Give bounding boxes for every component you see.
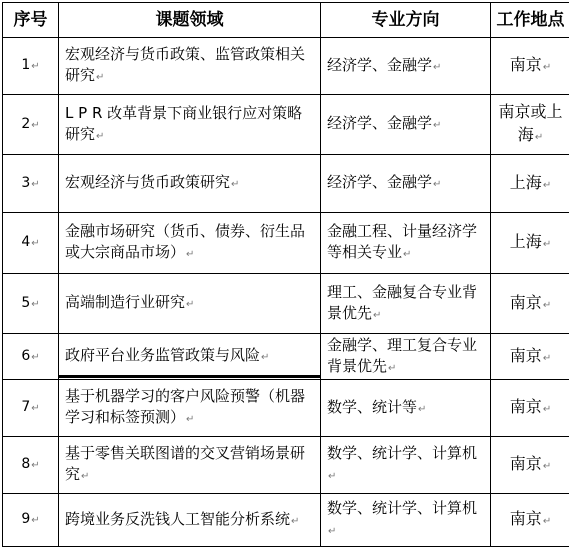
paragraph-mark-icon: ↵	[328, 526, 336, 537]
table-row	[3, 437, 569, 494]
header-topic: 课题领域	[59, 3, 321, 38]
location-cell: 南京↵	[491, 494, 569, 547]
topic-cell: 跨境业务反洗钱人工智能分析系统↵	[59, 494, 321, 547]
paragraph-mark-icon: ↵	[31, 299, 39, 310]
table-row	[3, 95, 569, 155]
row-number: 5↵	[3, 274, 59, 334]
paragraph-mark-icon: ↵	[81, 471, 89, 482]
row-number: 4↵	[3, 213, 59, 274]
paragraph-mark-icon: ↵	[328, 471, 336, 482]
paragraph-mark-icon: ↵	[543, 62, 551, 73]
location-cell: 南京↵	[491, 334, 569, 380]
row-number: 6↵	[3, 334, 59, 380]
paragraph-mark-icon: ↵	[418, 404, 426, 415]
paragraph-mark-icon: ↵	[31, 61, 39, 72]
table-header-row	[3, 3, 569, 38]
row-number: 3↵	[3, 155, 59, 213]
table-row	[3, 38, 569, 95]
paragraph-mark-icon: ↵	[543, 353, 551, 364]
table-row	[3, 213, 569, 274]
row-number: 7↵	[3, 380, 59, 437]
topic-cell: 政府平台业务监管政策与风险↵	[59, 334, 321, 380]
major-cell: 理工、金融复合专业背景优先↵	[321, 274, 491, 334]
major-cell: 金融学、理工复合专业背景优先↵	[321, 334, 491, 380]
paragraph-mark-icon: ↵	[186, 249, 194, 260]
row-number: 9↵	[3, 494, 59, 547]
major-cell: 数学、统计学、计算机↵	[321, 494, 491, 547]
topic-cell: 金融市场研究（货币、债券、衍生品或大宗商品市场）↵	[59, 213, 321, 274]
location-cell: 上海↵	[491, 213, 569, 274]
paragraph-mark-icon: ↵	[433, 179, 441, 190]
major-cell: 经济学、金融学↵	[321, 155, 491, 213]
paragraph-mark-icon: ↵	[31, 238, 39, 249]
paragraph-mark-icon: ↵	[96, 131, 104, 142]
paragraph-mark-icon: ↵	[31, 179, 39, 190]
paragraph-mark-icon: ↵	[31, 403, 39, 414]
paragraph-mark-icon: ↵	[31, 120, 39, 131]
paragraph-mark-icon: ↵	[543, 516, 551, 527]
paragraph-mark-icon: ↵	[373, 310, 381, 321]
major-cell: 数学、统计学、计算机↵	[321, 437, 491, 494]
row-number: 1↵	[3, 38, 59, 95]
major-cell: 金融工程、计量经济学等相关专业↵	[321, 213, 491, 274]
header-major: 专业方向	[321, 3, 491, 38]
paragraph-mark-icon: ↵	[543, 239, 551, 250]
paragraph-mark-icon: ↵	[543, 461, 551, 472]
paragraph-mark-icon: ↵	[543, 180, 551, 191]
table-row	[3, 494, 569, 547]
topic-cell: 宏观经济与货币政策研究↵	[59, 155, 321, 213]
paragraph-mark-icon: ↵	[186, 414, 194, 425]
table-row	[3, 274, 569, 334]
topic-cell: 宏观经济与货币政策、监管政策相关研究↵	[59, 38, 321, 95]
header-location: 工作地点	[491, 3, 569, 38]
row-number: 2↵	[3, 95, 59, 155]
paragraph-mark-icon: ↵	[433, 62, 441, 73]
paragraph-mark-icon: ↵	[31, 352, 39, 363]
paragraph-mark-icon: ↵	[291, 516, 299, 527]
table-row	[3, 380, 569, 437]
location-cell: 南京↵	[491, 274, 569, 334]
topic-cell: 基于机器学习的客户风险预警（机器学习和标签预测）↵	[59, 380, 321, 437]
paragraph-mark-icon: ↵	[403, 249, 411, 260]
location-cell: 南京或上海↵	[491, 95, 569, 155]
paragraph-mark-icon: ↵	[96, 72, 104, 83]
major-cell: 经济学、金融学↵	[321, 38, 491, 95]
topic-cell: L P R 改革背景下商业银行应对策略研究↵	[59, 95, 321, 155]
row-number: 8↵	[3, 437, 59, 494]
paragraph-mark-icon: ↵	[31, 460, 39, 471]
topic-cell: 高端制造行业研究↵	[59, 274, 321, 334]
paragraph-mark-icon: ↵	[535, 132, 543, 143]
paragraph-mark-icon: ↵	[543, 404, 551, 415]
location-cell: 南京↵	[491, 380, 569, 437]
paragraph-mark-icon: ↵	[543, 300, 551, 311]
research-topics-table	[2, 2, 569, 547]
topic-cell: 基于零售关联图谱的交叉营销场景研究↵	[59, 437, 321, 494]
major-cell: 数学、统计等↵	[321, 380, 491, 437]
paragraph-mark-icon: ↵	[261, 352, 269, 363]
paragraph-mark-icon: ↵	[231, 179, 239, 190]
paragraph-mark-icon: ↵	[31, 515, 39, 526]
table-row	[3, 334, 569, 380]
location-cell: 南京↵	[491, 38, 569, 95]
major-cell: 经济学、金融学↵	[321, 95, 491, 155]
paragraph-mark-icon: ↵	[433, 120, 441, 131]
header-no: 序号	[3, 3, 59, 38]
location-cell: 上海↵	[491, 155, 569, 213]
thick-divider-line	[58, 375, 320, 378]
location-cell: 南京↵	[491, 437, 569, 494]
paragraph-mark-icon: ↵	[186, 299, 194, 310]
paragraph-mark-icon: ↵	[388, 363, 396, 374]
table-row	[3, 155, 569, 213]
